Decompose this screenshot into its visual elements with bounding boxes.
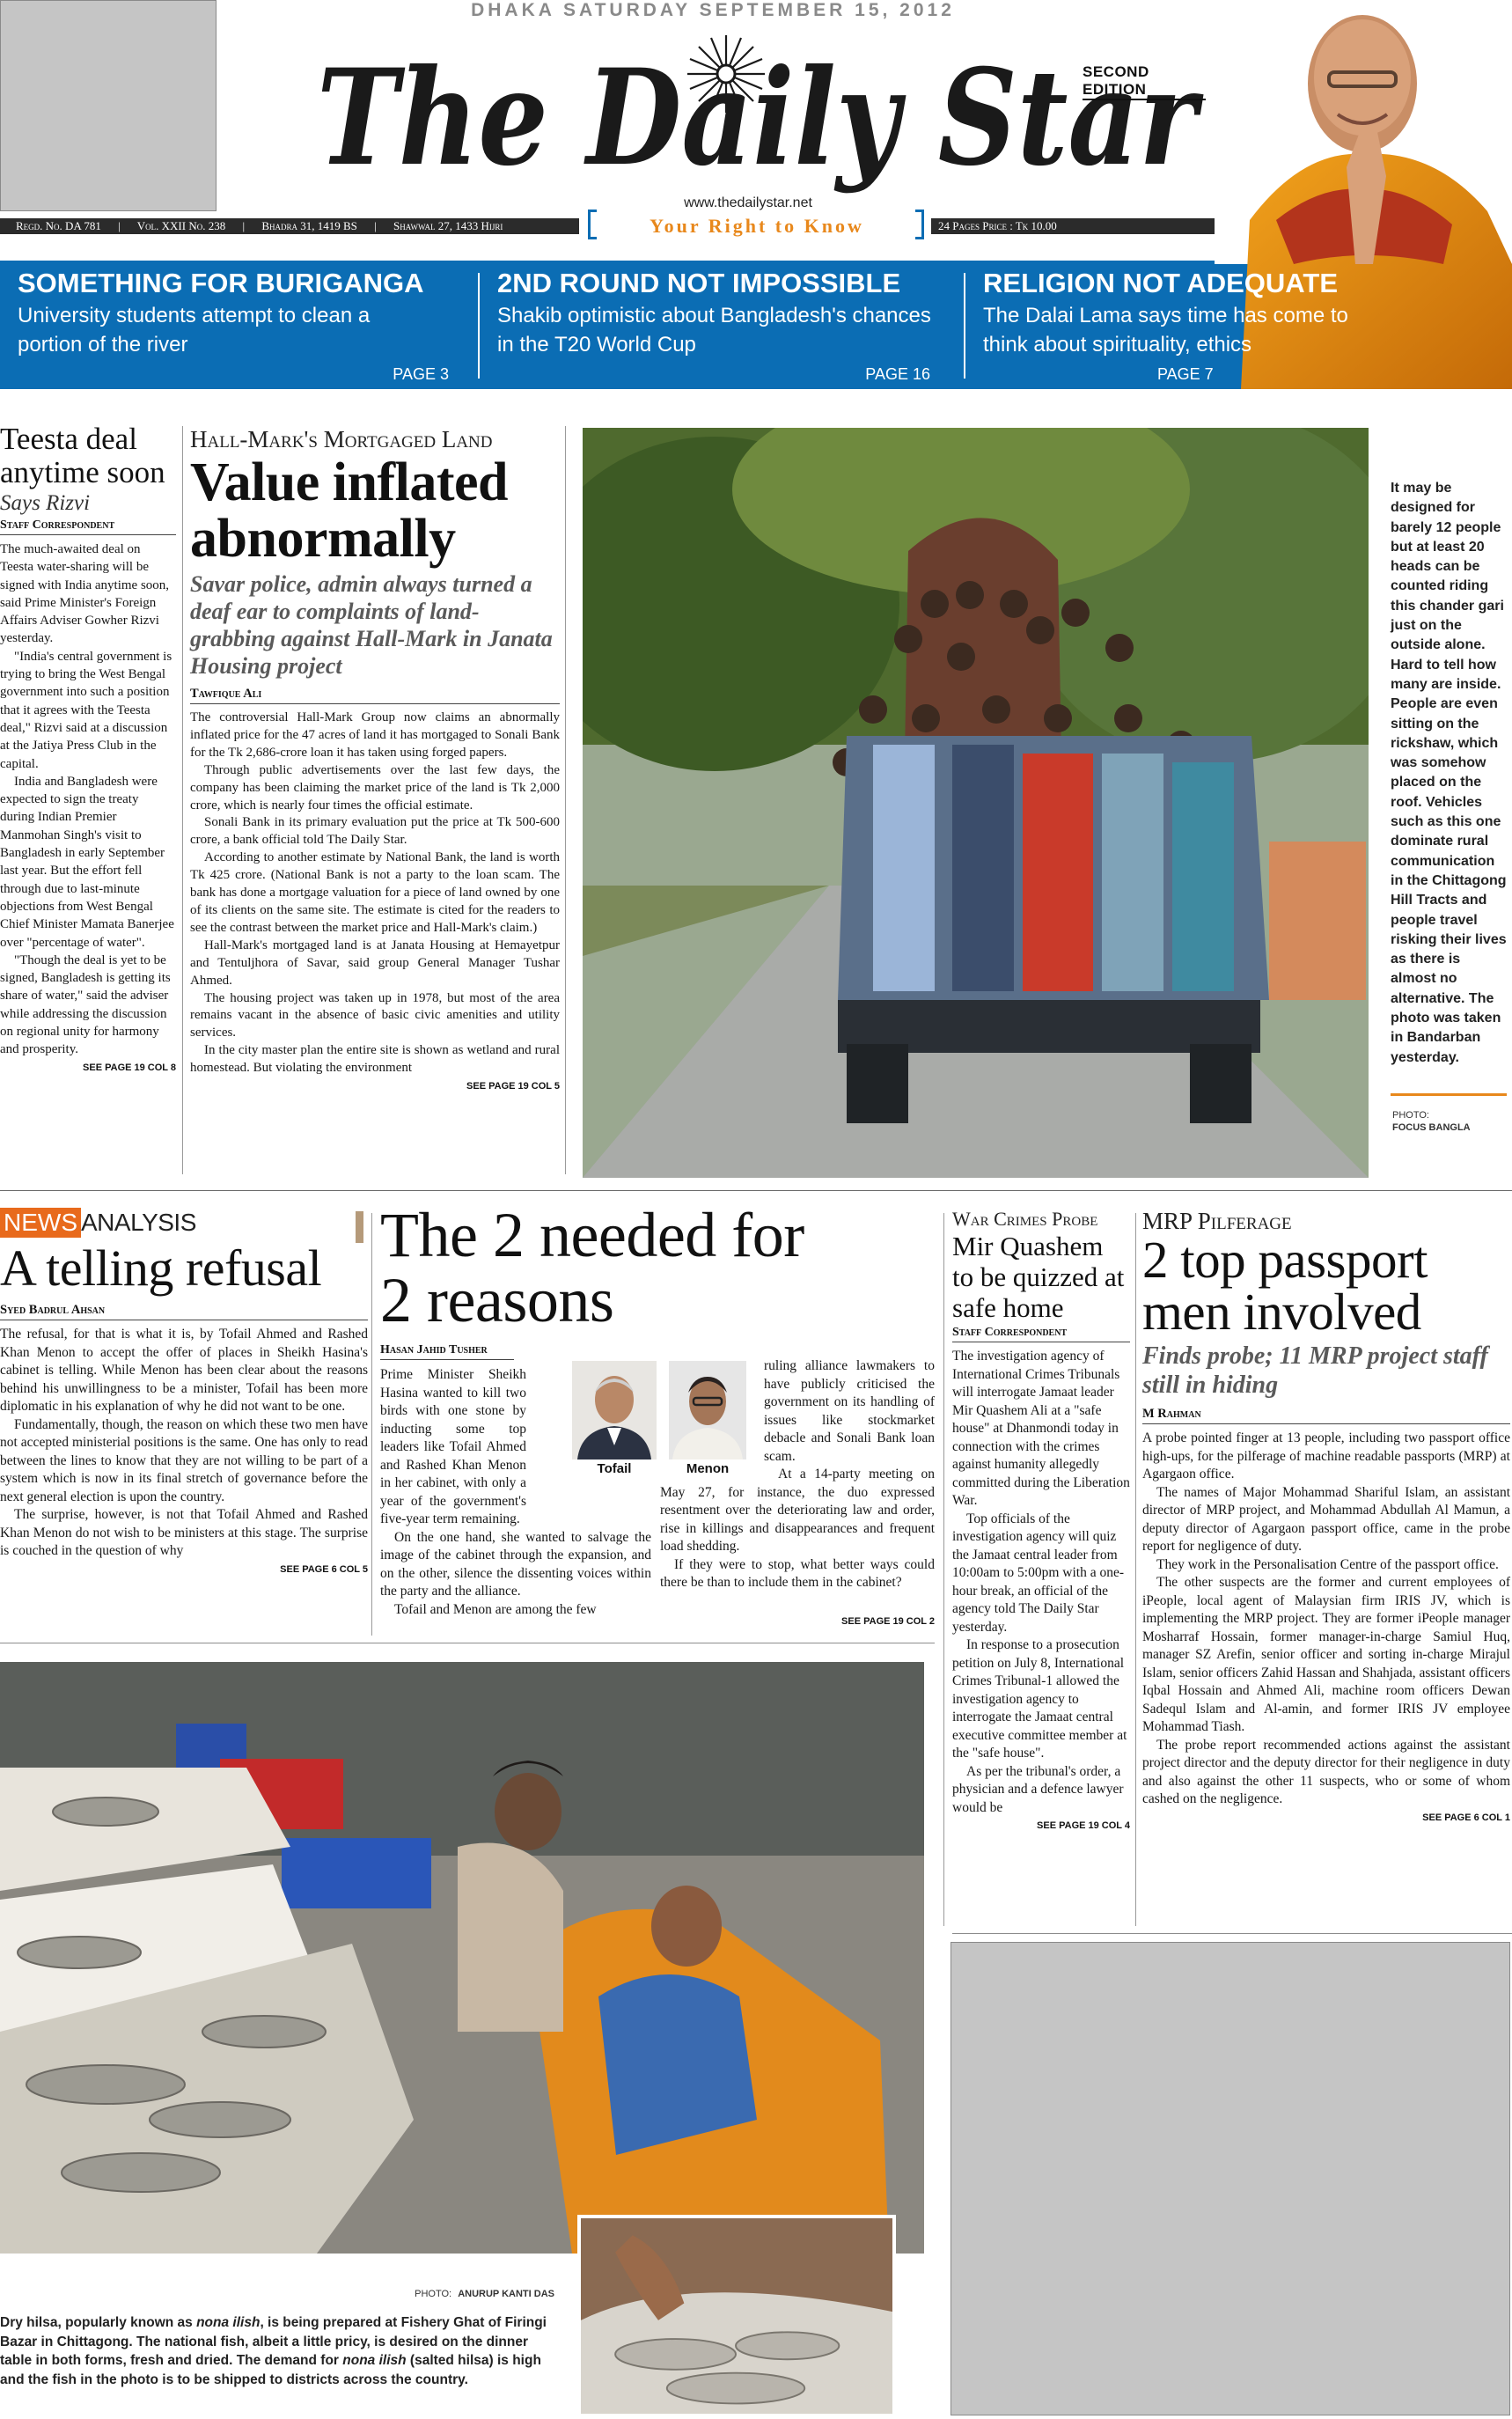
mrp-deck: Finds probe; 11 MRP project staff still in hiding — [1142, 1342, 1488, 1399]
two-needed-continued[interactable]: SEE PAGE 19 COL 2 — [841, 1616, 935, 1627]
hallmark-kicker: Hall-Mark's Mortgaged Land — [190, 426, 493, 452]
teaser-2-text: Shakib optimistic about Bangladesh's chances in the T20 World Cup — [497, 304, 931, 357]
teesta-deck: Says Rizvi — [0, 491, 91, 515]
slogan-bracket-right — [915, 210, 924, 239]
bottom-right-ad-placeholder — [951, 1942, 1510, 2415]
regd-number: Regd. No. DA 781 — [16, 219, 101, 232]
mrp-headline[interactable]: 2 top passport men involved — [1142, 1231, 1428, 1341]
hilsa-photo — [0, 1662, 924, 2254]
paragraph: The names of Major Mohammad Shariful Islam, an assistant director of MRP project, and Mohammad Abdullah Al Mamun, a deputy director of Agargaon passport office, came in the probe report for negligence of duty. — [1142, 1484, 1510, 1554]
hilsa-credit-label: PHOTO: — [415, 2289, 452, 2299]
paragraph: The other suspects are the former and current employees of iPeople, local agent of Malaysian firm IRIS JV, which is implementing the MRP project. They are former iPeople manager Mosharraf Hossain, former manager-in-charge Samiul Huq, manager SZ Arefin, senior officer and sorting in-charge Mirajul Islam, senior officers Zahid Hassan and Shahjada, assistant officers Iqbal Hossain and Ahmed Ali, machine room officers Dewan Sadequl Islam and Al-amin, and former IRIS JV employee Mohammad Tiash. — [1142, 1575, 1510, 1734]
analysis-headline[interactable]: A telling refusal — [0, 1239, 322, 1297]
photo-credit-label: PHOTO: — [1392, 1110, 1429, 1121]
teaser-2-headline: 2ND ROUND NOT IMPOSSIBLE — [497, 268, 901, 298]
two-needed-headline[interactable]: The 2 needed for 2 reasons — [380, 1200, 804, 1335]
hilsa-image — [0, 1662, 924, 2254]
paragraph: The probe report recommended actions against the assistant project director and the deputy director for their negligence in duty and also against the other 11 suspects, who or some of whom cashed on the negligence. — [1142, 1737, 1510, 1806]
analysis-label — [0, 1208, 368, 1238]
photo-credit-name: FOCUS BANGLA — [1392, 1122, 1471, 1133]
section-divider — [0, 1190, 1512, 1191]
hilsa-credit-name: ANURUP KANTI DAS — [458, 2289, 554, 2299]
paragraph: Prime Minister Sheikh Hasina wanted to kill two birds with one stone by inducting some top leaders like Tofail Ahmed and Rashed Khan Menon in her cabinet, with only a year of the government's five-year term remaining. — [380, 1367, 526, 1526]
dateline: DHAKA SATURDAY SEPTEMBER 15, 2012 — [471, 0, 955, 20]
paragraph: According to another estimate by National Bank, the land is worth Tk 425 crore. (National Bank is not a party to the loan scam. The bank has done a mortgage valuation for a piece of land owned by one of its clients on the same site. The estimate is cited for the readers to see the contrast between the market price and Hall-Mark's claim.) — [190, 850, 560, 935]
column-rule — [943, 1213, 944, 1926]
slogan-bracket-left — [588, 210, 597, 239]
paragraph: In response to a prosecution petition on July 8, International Crimes Tribunal-1 allowed the investigation agency to interrogate the Jamaat central executive committee member at the "safe house". — [952, 1637, 1127, 1761]
teesta-byline: Staff Correspondent — [0, 518, 176, 535]
paragraph: As per the tribunal's order, a physician and a defence lawyer would be — [952, 1763, 1124, 1815]
teesta-continued[interactable]: SEE PAGE 19 COL 8 — [83, 1062, 176, 1073]
paragraph: The refusal, for that is what it is, by Tofail Ahmed and Rashed Khan Menon to accept the offer of places in Sheikh Hasina's cabinet is telling. While Menon has been clear about the reasons behind his unwillingness to be a minister, Tofail has been more diplomatic in his explanation of why he did not want to be one. — [0, 1327, 368, 1414]
tofail-portrait — [572, 1361, 657, 1459]
paragraph: The housing project was taken up in 1978, but most of the area remains vacant in the absence of basic civic amenities and utility services. — [190, 990, 560, 1040]
quashem-kicker: War Crimes Probe — [952, 1208, 1098, 1230]
teesta-body — [0, 540, 176, 1059]
chander-gari-credit — [1392, 1109, 1507, 1134]
analysis-story — [0, 1208, 368, 1630]
column-rule — [371, 1213, 372, 1636]
analysis-accent-bar — [356, 1211, 363, 1243]
paragraph: Sonali Bank in its primary evaluation put the price at Tk 500-600 crore, a bank official told The Daily Star. — [190, 815, 560, 848]
mrp-body — [1142, 1430, 1510, 1809]
hallmark-deck: Savar police, admin always turned a deaf ear to complaints of land-grabbing against Hall-Mark in Janata Housing project — [190, 571, 553, 679]
caption-text: Dry hilsa, popularly known as — [0, 2315, 197, 2330]
masthead-title — [304, 23, 1210, 199]
teaser-3[interactable] — [965, 261, 1441, 389]
paragraph: The investigation agency of International Crimes Tribunals will interrogate Jamaat leader Mir Quashem Ali at a "safe house" at Dhanmondi today in connection with the crimes against humanity allegedly committed during the Liberation War. — [952, 1349, 1130, 1508]
teaser-3-text: The Dalai Lama says time has come to think about spirituality, ethics — [983, 304, 1348, 357]
analysis-byline: Syed Badrul Ahsan — [0, 1303, 368, 1320]
quashem-story — [952, 1208, 1130, 1930]
hilsa-credit — [370, 2289, 554, 2299]
teaser-2[interactable] — [480, 261, 964, 389]
quashem-body — [952, 1348, 1130, 1817]
slogan: Your Right to Know — [650, 215, 864, 237]
two-needed-byline: Hasan Jahid Tusher — [380, 1343, 514, 1360]
paragraph: A probe pointed finger at 13 people, including two passport office high-ups, for the pilferage of machine readable passports (MRP) at Agargaon office. — [1142, 1430, 1510, 1482]
menon-label: Menon — [686, 1461, 730, 1476]
paragraph: Hall-Mark's mortgaged land is at Janata Housing at Hemayetpur and Tentuljhora of Savar, said group General Manager Tushar Ahmed. — [190, 937, 560, 988]
chander-gari-caption: It may be designed for barely 12 people but at least 20 heads can be counted riding this chander gari just on the outside alone. Hard to tell how many are inside. People are even sitting on the rickshaw, which was somehow placed on the roof. Vehicles such as this one dominate rural communication in the Chittagong Hill Tracts and people travel risking their lives as there is almost no alternative. The photo was taken in Bandarban yesterday. — [1391, 481, 1507, 1065]
paragraph: They work in the Personalisation Centre of the passport office. — [1156, 1556, 1499, 1572]
caption-italic: nona ilish — [196, 2315, 261, 2330]
analysis-continued[interactable]: SEE PAGE 6 COL 5 — [280, 1563, 368, 1575]
paragraph: The much-awaited deal on Teesta water-sharing will be signed with India anytime soon, said Prime Minister's Foreign Affairs Adviser Gowher Rizvi yesterday. — [0, 542, 170, 646]
menon-portrait — [669, 1361, 746, 1459]
paragraph: Top officials of the investigation agency will quiz the Jamaat central leader from 10:00am to 5:00pm with a one-hour break, an official of the agency told The Daily Star yesterday. — [952, 1511, 1125, 1635]
info-bar-left: Regd. No. DA 781 | Vol. XXII No. 238 | Bhadra 31, 1419 BS | Shawwal 27, 1433 Hijri — [0, 218, 579, 234]
paragraph: The controversial Hall-Mark Group now claims an abnormally inflated price for the 47 acres of land it has mortgaged to Sonali Bank for the Tk 2,686-crore loan it has taken using forged papers. — [190, 710, 560, 760]
column-rule — [1135, 1213, 1136, 1926]
caption-text: , is being prepared at Fishery Ghat of Firingi Bazar in Chittagong. The national fish, albeit a little pricy, is desired on the dinner table in both forms, fresh and dried. The demand for — [0, 2315, 547, 2368]
menon-image — [669, 1361, 746, 1459]
chander-gari-image — [583, 428, 1369, 1178]
teaser-3-headline: RELIGION NOT ADEQUATE — [983, 268, 1338, 298]
mrp-story — [1142, 1208, 1510, 1930]
svg-text:The Daily Star: The Daily Star — [317, 40, 1205, 195]
paragraph: India and Bangladesh were expected to sign the treaty during Indian Premier Manmohan Singh's visit to Bangladesh in early September last year. But the effort fell through due to last-minute objections from West Bengal Chief Minister Mamata Banerjee over "percentage of water". — [0, 774, 174, 950]
paragraph: Fundamentally, though, the reason on which these two men have not accepted ministerial positions is the same. One has only to read between the lines to know that they are not willing to be part of a system which is now in its final stretch of governance before the next general election is upon the country. — [0, 1416, 368, 1504]
quashem-continued[interactable]: SEE PAGE 19 COL 4 — [1037, 1820, 1130, 1831]
mrp-continued[interactable]: SEE PAGE 6 COL 1 — [1422, 1812, 1510, 1823]
paragraph: Tofail and Menon are among the few — [394, 1601, 597, 1617]
chander-gari-photo — [583, 428, 1369, 1178]
column-rule — [182, 426, 183, 1174]
teaser-1[interactable] — [0, 261, 475, 389]
paragraph: If they were to stop, what better ways could there be than to include them in the cabinet? — [660, 1556, 935, 1590]
teaser-2-page: PAGE 16 — [865, 365, 930, 383]
hallmark-continued[interactable]: SEE PAGE 19 COL 5 — [466, 1081, 560, 1092]
caption-italic: nona ilish — [342, 2353, 407, 2368]
column-rule — [565, 426, 566, 1174]
paragraph: In the city master plan the entire site is shown as wetland and rural homestead. But violating the environment — [190, 1043, 560, 1076]
paragraph: On the one hand, she wanted to salvage the image of the cabinet through the expansion, and on the other, silence the dissenting voices within the party and the alliance. — [380, 1529, 651, 1599]
paragraph: "Though the deal is yet to be signed, Bangladesh is getting its share of water," said the adviser while addressing the discussion on regional unity for harmony and prosperity. — [0, 952, 171, 1057]
bhadra-date: Bhadra 31, 1419 BS — [261, 219, 357, 232]
hilsa-inset-photo — [577, 2215, 896, 2417]
analysis-body — [0, 1326, 368, 1561]
paragraph: At a 14-party meeting on May 27, for instance, the duo expressed resentment over the deteriorating law and order, rise in killings and disappearances and frequent load shedding. — [660, 1467, 935, 1554]
paragraph: Through public advertisements over the last few days, the company has been claiming the market price of the land is Tk 2,000 crore, which is nearly four times the official estimate. — [190, 762, 560, 812]
news-tag: NEWS — [0, 1208, 81, 1238]
hilsa-caption — [0, 2313, 563, 2389]
tofail-label: Tofail — [597, 1461, 632, 1476]
top-left-ad-placeholder — [0, 0, 217, 211]
price-label: 24 Pages Price : Tk 10.00 — [938, 219, 1057, 232]
edition-label: SECOND EDITION — [1083, 63, 1206, 100]
teaser-1-page: PAGE 3 — [393, 365, 449, 383]
analysis-tag: ANALYSIS — [81, 1209, 196, 1236]
teesta-story — [0, 423, 176, 1180]
hallmark-body — [190, 710, 560, 1077]
paragraph: "India's central government is trying to bring the West Bengal government into such a position that it agrees with the Teesta deal," Rizvi said at a discussion at the Jatiya Press Club in the capital. — [0, 649, 172, 771]
paragraph: ruling alliance lawmakers to have publicly criticised the government on its handling of issues like stockmarket debacle and Sonali Bank loan scam. — [764, 1358, 935, 1464]
mrp-kicker: MRP Pilferage — [1142, 1208, 1292, 1234]
quashem-headline[interactable]: Mir Quashem to be quizzed at safe home — [952, 1231, 1125, 1323]
hallmark-headline[interactable]: Value inflated abnormally — [190, 452, 509, 569]
teaser-1-headline: SOMETHING FOR BURIGANGA — [18, 268, 424, 298]
masthead-logo — [304, 23, 1210, 199]
caption-rule — [1391, 1093, 1507, 1096]
hilsa-inset-image — [581, 2218, 892, 2414]
hallmark-story — [190, 426, 560, 1183]
website-link[interactable]: www.thedailystar.net — [684, 195, 812, 210]
two-needed-story — [380, 1202, 935, 1643]
teesta-headline[interactable]: Teesta deal anytime soon — [0, 422, 165, 489]
volume-number: Vol. XXII No. 238 — [136, 219, 226, 232]
paragraph: The surprise, however, is not that Tofail Ahmed and Rashed Khan Menon do not wish to be ministers at this stage. The surprise is couched in the question of why — [0, 1507, 368, 1558]
teaser-3-page: PAGE 7 — [1157, 365, 1214, 383]
mrp-byline: M Rahman — [1142, 1407, 1510, 1424]
caption-text: (salted hilsa) is high and the fish in the photo is to be shipped to districts across the country. — [0, 2353, 541, 2387]
shawwal-date: Shawwal 27, 1433 Hijri — [393, 219, 503, 232]
section-divider — [952, 1933, 1512, 1934]
tofail-image — [572, 1361, 657, 1459]
hallmark-byline: Tawfique Ali — [190, 687, 560, 704]
quashem-byline: Staff Correspondent — [952, 1326, 1130, 1342]
teaser-1-text: University students attempt to clean a portion of the river — [18, 304, 371, 357]
